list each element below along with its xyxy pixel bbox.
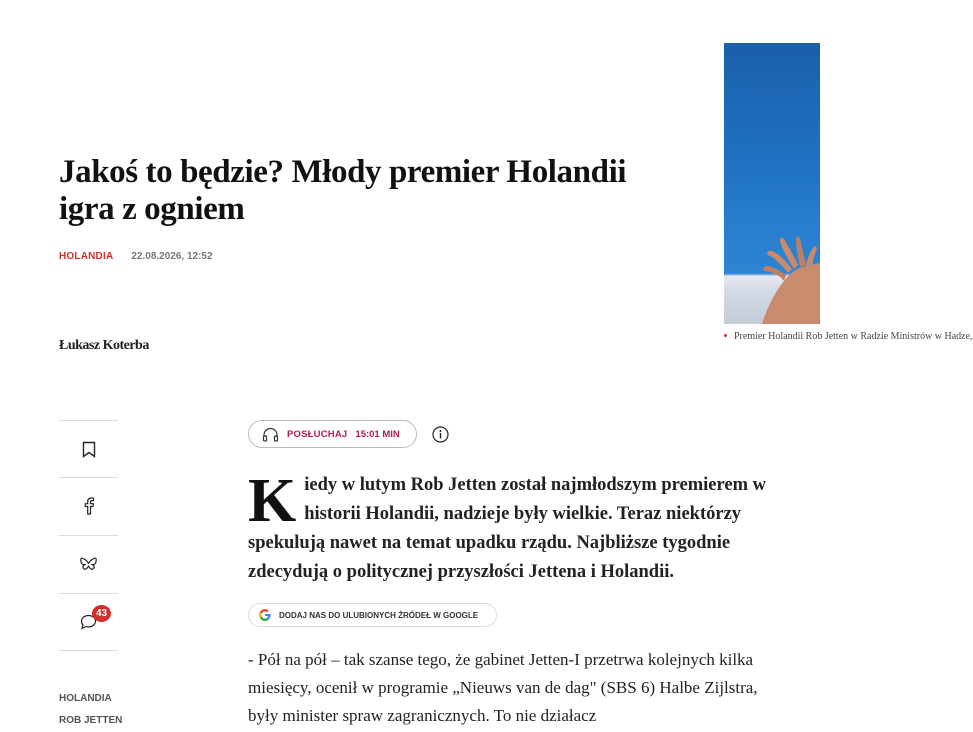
tag-link-holandia[interactable]: HOLANDIA <box>59 693 112 704</box>
hero-photo-hand <box>724 43 820 324</box>
lead-dropcap: K <box>248 467 297 535</box>
hero-caption: Premier Holandii Rob Jetten w Radzie Ministrów w Hadze, <box>724 330 820 358</box>
article-lead <box>248 467 768 587</box>
google-button-label: DODAJ NAS DO ULUBIONYCH ŹRÓDEŁ W GOOGLE <box>279 610 479 620</box>
comments-button[interactable] <box>59 594 118 650</box>
info-icon[interactable] <box>432 426 449 443</box>
comment-count-badge: 43 <box>92 605 111 622</box>
article-title: Jakoś to będzie? Młody premier Holandii igra z ogniem <box>59 154 627 227</box>
facebook-share-button[interactable] <box>59 478 118 534</box>
bookmark-button[interactable] <box>59 421 118 477</box>
share-divider <box>59 650 118 651</box>
headphones-icon <box>262 427 279 442</box>
add-google-source-button[interactable] <box>248 603 497 627</box>
tag-list <box>59 688 122 732</box>
bluesky-share-button[interactable] <box>59 536 118 592</box>
article-meta <box>59 251 213 262</box>
lead-text: iedy w lutym Rob Jetten został najmłodszym premierem w historii Holandii, nadzieje były wielkie. Teraz niektórzy spekulują nawet na temat upadku rządu. Najbliższe tygodnie zdecydują o politycznej przyszłości Jettena i Holandii. <box>248 475 766 582</box>
tag-link-rob-jetten[interactable]: ROB JETTEN <box>59 715 123 726</box>
google-g-icon <box>259 609 271 621</box>
listen-button[interactable] <box>248 420 417 448</box>
bookmark-icon <box>82 441 96 458</box>
publish-date: 22.08.2026, 12:52 <box>131 251 213 262</box>
category-link[interactable]: HOLANDIA <box>59 251 114 262</box>
hero-image[interactable] <box>724 43 820 324</box>
facebook-icon <box>84 497 94 515</box>
bluesky-butterfly-icon <box>80 557 97 572</box>
listen-label: POSŁUCHAJ <box>287 428 348 440</box>
listen-duration: 15:01 MIN <box>355 428 400 440</box>
article-paragraph: - Pół na pół – tak szanse tego, że gabinet Jetten-I przetrwa kolejnych kilka miesięcy, ocenił w programie „Nieuws van de dag" (SBS 6) Halbe Zijlstra, były minister spraw zagranicznych. To nie działacz <box>248 650 758 725</box>
author-name[interactable]: Łukasz Koterba <box>59 338 149 353</box>
